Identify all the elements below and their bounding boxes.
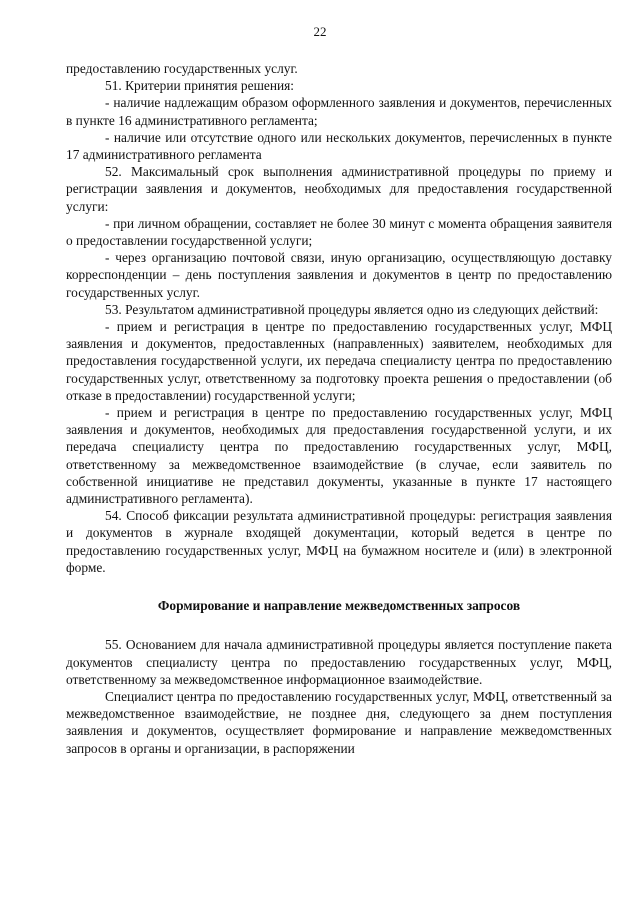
- paragraph-specialist: Специалист центра по предоставлению государственных услуг, МФЦ, ответственный за межведомственное взаимодействие, не позднее дня, следующего за днем поступления заявления и документов, осуществляет формирование и направление межведомственных запросов в органы и организации, в распоряжении: [66, 688, 612, 756]
- paragraph-52: 52. Максимальный срок выполнения административной процедуры по приему и регистрации заявления и документов, необходимых для предоставления государственной услуги:: [66, 164, 612, 214]
- paragraph-53: 53. Результатом административной процедуры является одно из следующих действий:: [105, 301, 599, 317]
- paragraph-51-item-1: - наличие надлежащим образом оформленного заявления и документов, перечисленных в пункте 16 административного регламента;: [66, 95, 612, 128]
- paragraph-51: 51. Критерии принятия решения:: [105, 78, 295, 94]
- paragraph-55: 55. Основанием для начала административной процедуры является поступление пакета документов специалисту центра по предоставлению государственных услуг, МФЦ, ответственному за межведомственное информационное взаимодействие.: [66, 637, 612, 687]
- section-heading: Формирование и направление межведомственных запросов: [157, 598, 521, 614]
- paragraph-52-item-1: - при личном обращении, составляет не более 30 минут с момента обращения заявителя о предоставлении государственной услуги;: [66, 215, 612, 249]
- paragraph-53-item-2: - прием и регистрация в центре по предоставлению государственных услуг, МФЦ заявления и документов, необходимых для предоставления государственной услуги, и их передача специалисту центра по предоставлению государственных услуг, МФЦ, ответственному за межведомственное взаимодействие (в случае, если заявитель по собственной инициативе не представил документы, указанные в пункте 17 настоящего административного регламента).: [66, 405, 612, 507]
- body-text: [66, 60, 612, 757]
- paragraph-51-item-2: - наличие или отсутствие одного или нескольких документов, перечисленных в пункте 17 административного регламента: [66, 129, 612, 163]
- paragraph-52-item-2: - через организацию почтовой связи, иную организацию, осуществляющую доставку корреспонденции – день поступления заявления и документов в центр по предоставлению государственных услуг.: [66, 250, 612, 300]
- paragraph-53-item-1: - прием и регистрация в центре по предоставлению государственных услуг, МФЦ заявления и документов, предоставленных (направленных) заявителем, необходимых для предоставления государственной услуги, их передача специалисту центра по предоставлению государственных услуг, ответственному за подготовку проекта решения о предоставлении (об отказе в предоставлении) государственной услуги;: [66, 319, 612, 403]
- paragraph-continuation: предоставлению государственных услуг.: [66, 61, 298, 76]
- paragraph-54: 54. Способ фиксации результата административной процедуры: регистрация заявления и документов в журнале входящей документации, который ведется в центре по предоставлению государственных услуг, МФЦ на бумажном носителе и (или) в электронной форме.: [66, 508, 612, 575]
- page-number: 22: [313, 24, 327, 39]
